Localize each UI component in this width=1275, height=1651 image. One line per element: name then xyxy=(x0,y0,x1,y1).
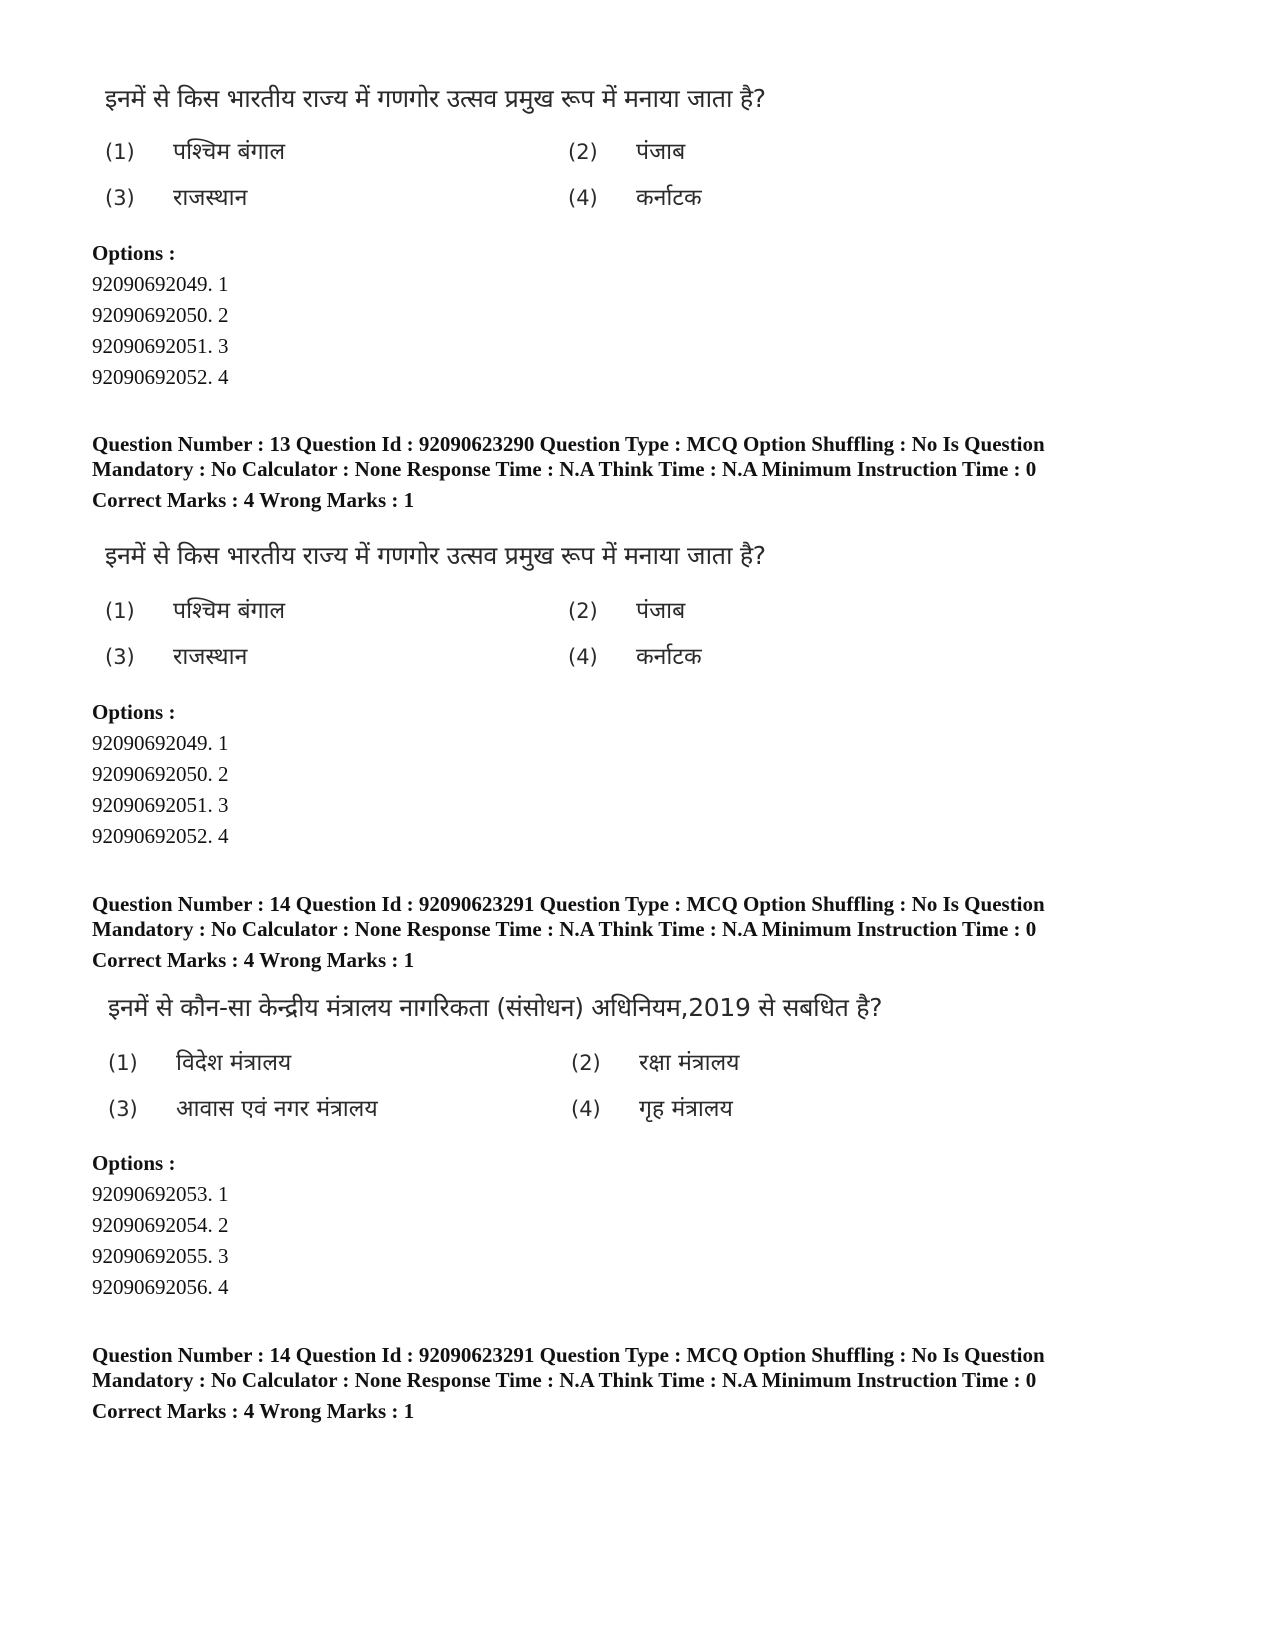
choice-3: (3) राजस्थान xyxy=(105,644,248,670)
choice-1: (1) पश्चिम बंगाल xyxy=(105,598,286,624)
option-line: 92090692051. 3 xyxy=(92,793,229,817)
metadata-line: Mandatory : No Calculator : None Response Time : N.A Think Time : N.A Minimum Instruction Time : 0 xyxy=(92,917,1037,941)
question-text: इनमें से किस भारतीय राज्य में गणगोर उत्सव प्रमुख रूप में मनाया जाता है? xyxy=(105,84,766,113)
option-line: 92090692056. 4 xyxy=(92,1275,229,1299)
option-line: 92090692050. 2 xyxy=(92,303,229,327)
option-line: 92090692050. 2 xyxy=(92,762,229,786)
choice-4: (4) गृह मंत्रालय xyxy=(571,1096,733,1122)
question-metadata xyxy=(92,1343,1122,1424)
question-metadata xyxy=(92,432,1122,513)
choice-1: (1) विदेश मंत्रालय xyxy=(108,1050,292,1076)
choice-row xyxy=(108,1091,1108,1137)
question-content xyxy=(105,84,1105,226)
options-label: Options : xyxy=(92,700,176,724)
question-metadata xyxy=(92,892,1122,973)
options-list xyxy=(92,238,229,393)
question-text: इनमें से किस भारतीय राज्य में गणगोर उत्सव प्रमुख रूप में मनाया जाता है? xyxy=(105,541,766,570)
choice-2: (2) पंजाब xyxy=(568,598,686,624)
marks-line: Correct Marks : 4 Wrong Marks : 1 xyxy=(92,488,415,512)
options-list xyxy=(92,697,229,852)
question-content xyxy=(108,993,1108,1137)
options-label: Options : xyxy=(92,241,176,265)
choice-row xyxy=(105,593,1105,639)
choice-row xyxy=(108,1045,1108,1091)
option-line: 92090692052. 4 xyxy=(92,365,229,389)
options-label: Options : xyxy=(92,1151,176,1175)
metadata-line: Mandatory : No Calculator : None Response Time : N.A Think Time : N.A Minimum Instruction Time : 0 xyxy=(92,1368,1037,1392)
choice-1: (1) पश्चिम बंगाल xyxy=(105,139,286,165)
option-line: 92090692052. 4 xyxy=(92,824,229,848)
question-content xyxy=(105,541,1105,685)
choice-row xyxy=(105,134,1105,180)
choice-row xyxy=(105,180,1105,226)
option-line: 92090692055. 3 xyxy=(92,1244,229,1268)
metadata-line: Question Number : 14 Question Id : 92090623291 Question Type : MCQ Option Shuffling : No Is Question xyxy=(92,892,1045,916)
choice-4: (4) कर्नाटक xyxy=(568,644,702,670)
metadata-line: Mandatory : No Calculator : None Response Time : N.A Think Time : N.A Minimum Instruction Time : 0 xyxy=(92,457,1037,481)
option-line: 92090692053. 1 xyxy=(92,1182,229,1206)
choice-4: (4) कर्नाटक xyxy=(568,185,702,211)
options-list xyxy=(92,1148,229,1303)
choice-3: (3) आवास एवं नगर मंत्रालय xyxy=(108,1096,378,1122)
metadata-line: Question Number : 13 Question Id : 92090623290 Question Type : MCQ Option Shuffling : No Is Question xyxy=(92,432,1045,456)
metadata-line: Question Number : 14 Question Id : 92090623291 Question Type : MCQ Option Shuffling : No Is Question xyxy=(92,1343,1045,1367)
choice-2: (2) रक्षा मंत्रालय xyxy=(571,1050,740,1076)
choice-row xyxy=(105,639,1105,685)
option-line: 92090692049. 1 xyxy=(92,272,229,296)
option-line: 92090692051. 3 xyxy=(92,334,229,358)
question-text: इनमें से कौन-सा केन्द्रीय मंत्रालय नागरिकता (संसोधन) अधिनियम,2019 से सबधित है? xyxy=(108,993,883,1022)
marks-line: Correct Marks : 4 Wrong Marks : 1 xyxy=(92,948,415,972)
choice-3: (3) राजस्थान xyxy=(105,185,248,211)
choice-2: (2) पंजाब xyxy=(568,139,686,165)
option-line: 92090692049. 1 xyxy=(92,731,229,755)
option-line: 92090692054. 2 xyxy=(92,1213,229,1237)
marks-line: Correct Marks : 4 Wrong Marks : 1 xyxy=(92,1399,415,1423)
